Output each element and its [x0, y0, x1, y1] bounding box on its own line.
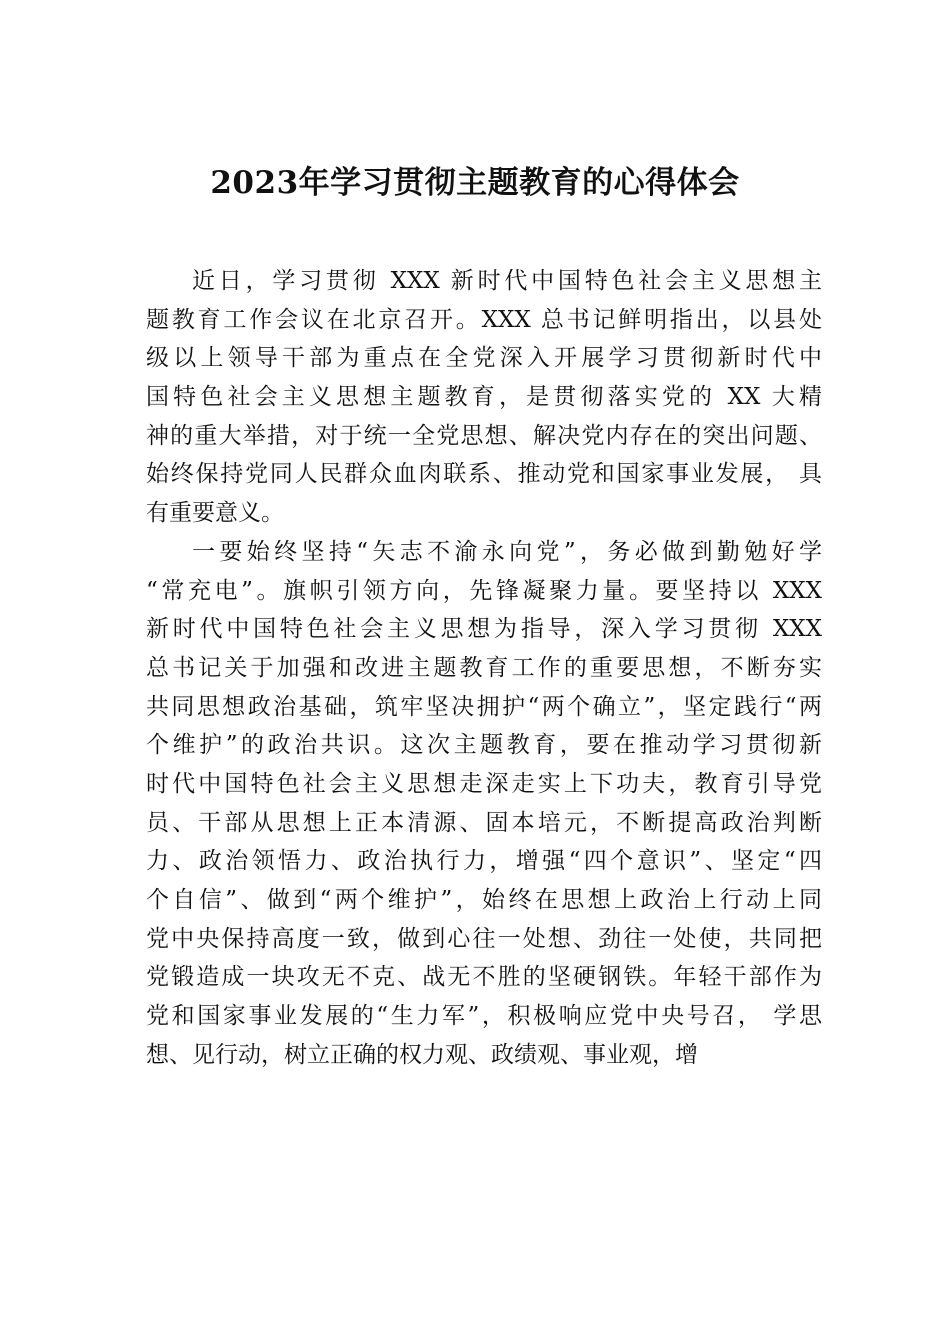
paragraph-1-line-1: 近日，学习贯彻 XXX 新时代中国特色社会主义思想主: [192, 268, 822, 294]
paragraph-1-line-4: 国特色社会主义思想主题教育，是贯彻落实党的 XX 大精: [146, 384, 822, 411]
paragraph-2-line-4: 总书记关于加强和改进主题教育工作的重要思想，不断夯实: [146, 654, 822, 681]
document-title: 2023年学习贯彻主题教育的心得体会: [210, 165, 740, 201]
paragraph-1-line-6: 始终保持党同人民群众血肉联系、推动党和国家事业发展， 具: [146, 461, 822, 488]
document-body: [146, 262, 822, 1074]
paragraph-2-line-14: 想、见行动，树立正确的权力观、政绩观、事业观，增: [146, 1041, 698, 1068]
paragraph-2-line-13: 党和国家事业发展的“生力军”，积极响应党中央号召， 学思: [146, 1003, 822, 1030]
paragraph-2-line-9: 力、政治领悟力、政治执行力，增强“四个意识”、坚定“四: [146, 848, 822, 875]
paragraph-2-line-3: 新时代中国特色社会主义思想为指导，深入学习贯彻 XXX: [146, 616, 822, 643]
paragraph-2-line-5: 共同思想政治基础，筑牢坚决拥护“两个确立”，坚定践行“两: [146, 693, 822, 720]
paragraph-1-line-2: 题教育工作会议在北京召开。XXX 总书记鲜明指出，以县处: [146, 306, 822, 333]
paragraph-1-line-7: 有重要意义。: [146, 500, 284, 527]
paragraph-2-line-10: 个自信”、做到“两个维护”，始终在思想上政治上行动上同: [146, 887, 822, 913]
paragraph-2-line-2: “常充电”。旗帜引领方向，先锋凝聚力量。要坚持以 XXX: [146, 577, 822, 604]
paragraph-2-line-1: 一要始终坚持“矢志不渝永向党”，务必做到勤勉好学: [192, 538, 822, 565]
paragraph-1-line-5: 神的重大举措，对于统一全党思想、解决党内存在的突出问题、: [146, 422, 822, 449]
paragraph-2-line-7: 时代中国特色社会主义思想走深走实上下功夫，教育引导党: [146, 770, 822, 797]
paragraph-1-line-3: 级以上领导干部为重点在全党深入开展学习贯彻新时代中: [146, 345, 822, 372]
paragraph-2-line-6: 个维护”的政治共识。这次主题教育，要在推动学习贯彻新: [146, 732, 822, 759]
paragraph-2-line-8: 员、干部从思想上正本清源、固本培元，不断提高政治判断: [146, 809, 822, 836]
paragraph-2-line-12: 党锻造成一块攻无不克、战无不胜的坚硬钢铁。年轻干部作为: [146, 964, 822, 991]
paragraph-2-line-11: 党中央保持高度一致，做到心往一处想、劲往一处使，共同把: [146, 925, 822, 952]
